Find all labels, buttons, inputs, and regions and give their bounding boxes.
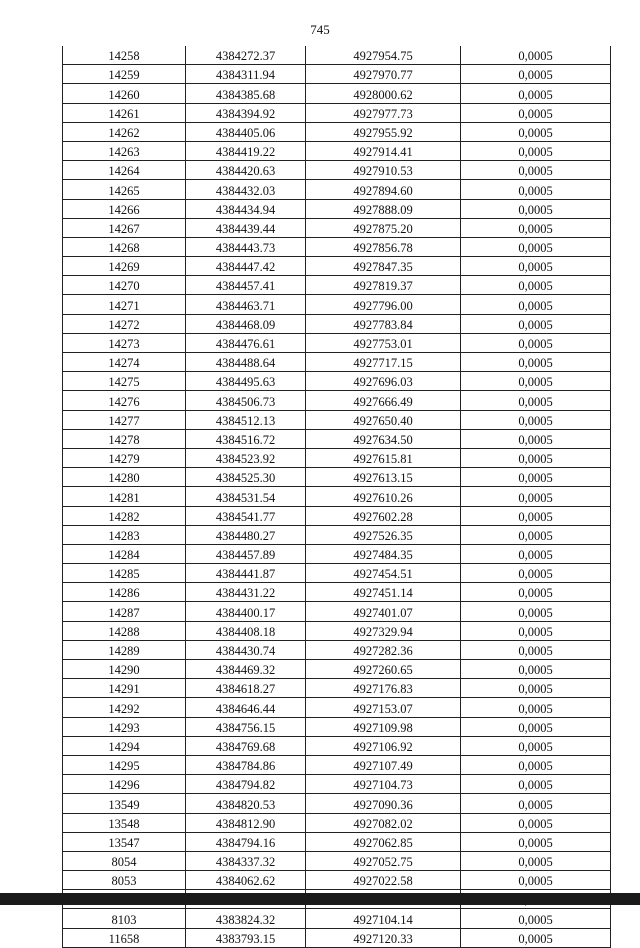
y-coordinate-cell: 4927819.37 — [306, 276, 461, 295]
y-coordinate-cell: 4927120.33 — [306, 928, 461, 947]
x-coordinate-cell: 4384812.90 — [186, 813, 306, 832]
x-coordinate-cell: 4384769.68 — [186, 736, 306, 755]
value-cell: 0,0005 — [461, 65, 611, 84]
table-row — [63, 679, 611, 698]
value-cell: 0,0005 — [461, 621, 611, 640]
x-coordinate-cell: 4384618.27 — [186, 679, 306, 698]
value-cell: 0,0005 — [461, 506, 611, 525]
point-number-cell: 14275 — [63, 372, 186, 391]
y-coordinate-cell: 4927022.58 — [306, 871, 461, 890]
value-cell: 0,0005 — [461, 84, 611, 103]
table-row — [63, 487, 611, 506]
table-row — [63, 391, 611, 410]
point-number-cell: 14262 — [63, 122, 186, 141]
y-coordinate-cell: 4927104.14 — [306, 909, 461, 928]
value-cell: 0,0005 — [461, 832, 611, 851]
y-coordinate-cell: 4927615.81 — [306, 448, 461, 467]
value-cell: 0,0005 — [461, 544, 611, 563]
value-cell: 0,0005 — [461, 46, 611, 65]
point-number-cell: 14296 — [63, 775, 186, 794]
y-coordinate-cell: 4927796.00 — [306, 295, 461, 314]
point-number-cell: 14280 — [63, 468, 186, 487]
x-coordinate-cell: 4384311.94 — [186, 65, 306, 84]
x-coordinate-cell: 4384400.17 — [186, 602, 306, 621]
value-cell: 0,0005 — [461, 468, 611, 487]
x-coordinate-cell: 4384525.30 — [186, 468, 306, 487]
x-coordinate-cell: 4384432.03 — [186, 180, 306, 199]
point-number-cell: 14265 — [63, 180, 186, 199]
coordinates-table — [62, 46, 611, 948]
x-coordinate-cell: 4384405.06 — [186, 122, 306, 141]
y-coordinate-cell: 4927610.26 — [306, 487, 461, 506]
value-cell: 0,0005 — [461, 583, 611, 602]
y-coordinate-cell: 4927753.01 — [306, 333, 461, 352]
x-coordinate-cell: 4384394.92 — [186, 103, 306, 122]
y-coordinate-cell: 4927650.40 — [306, 410, 461, 429]
table-row — [63, 851, 611, 870]
x-coordinate-cell: 4384516.72 — [186, 429, 306, 448]
y-coordinate-cell: 4927090.36 — [306, 794, 461, 813]
y-coordinate-cell: 4927955.92 — [306, 122, 461, 141]
coordinates-table-container — [62, 46, 610, 948]
y-coordinate-cell: 4927856.78 — [306, 237, 461, 256]
value-cell: 0,0005 — [461, 410, 611, 429]
x-coordinate-cell: 4384506.73 — [186, 391, 306, 410]
point-number-cell: 14264 — [63, 161, 186, 180]
point-number-cell: 14269 — [63, 257, 186, 276]
table-row — [63, 65, 611, 84]
value-cell: 0,0005 — [461, 218, 611, 237]
y-coordinate-cell: 4927696.03 — [306, 372, 461, 391]
x-coordinate-cell: 4384272.37 — [186, 46, 306, 65]
y-coordinate-cell: 4927454.51 — [306, 564, 461, 583]
x-coordinate-cell: 4384820.53 — [186, 794, 306, 813]
y-coordinate-cell: 4927282.36 — [306, 640, 461, 659]
point-number-cell: 14259 — [63, 65, 186, 84]
table-row — [63, 46, 611, 65]
point-number-cell: 14288 — [63, 621, 186, 640]
point-number-cell: 13547 — [63, 832, 186, 851]
table-row — [63, 103, 611, 122]
value-cell: 0,0005 — [461, 487, 611, 506]
table-row — [63, 525, 611, 544]
table-row — [63, 180, 611, 199]
point-number-cell: 14282 — [63, 506, 186, 525]
value-cell: 0,0005 — [461, 813, 611, 832]
point-number-cell: 14261 — [63, 103, 186, 122]
x-coordinate-cell: 4384408.18 — [186, 621, 306, 640]
point-number-cell: 14258 — [63, 46, 186, 65]
value-cell: 0,0005 — [461, 257, 611, 276]
table-row — [63, 257, 611, 276]
x-coordinate-cell: 4384469.32 — [186, 660, 306, 679]
value-cell: 0,0005 — [461, 391, 611, 410]
value-cell: 0,0005 — [461, 717, 611, 736]
value-cell: 0,0005 — [461, 525, 611, 544]
x-coordinate-cell: 4384447.42 — [186, 257, 306, 276]
y-coordinate-cell: 4927401.07 — [306, 602, 461, 621]
value-cell: 0,0005 — [461, 736, 611, 755]
page-number: 745 — [310, 22, 330, 37]
point-number-cell: 14291 — [63, 679, 186, 698]
table-row — [63, 410, 611, 429]
y-coordinate-cell: 4927104.73 — [306, 775, 461, 794]
table-row — [63, 372, 611, 391]
value-cell: 0,0005 — [461, 640, 611, 659]
y-coordinate-cell: 4928000.62 — [306, 84, 461, 103]
value-cell: 0,0005 — [461, 679, 611, 698]
y-coordinate-cell: 4927082.02 — [306, 813, 461, 832]
point-number-cell: 8053 — [63, 871, 186, 890]
value-cell: 0,0005 — [461, 448, 611, 467]
table-row — [63, 429, 611, 448]
x-coordinate-cell: 4384463.71 — [186, 295, 306, 314]
table-row — [63, 660, 611, 679]
point-number-cell: 14292 — [63, 698, 186, 717]
value-cell: 0,0005 — [461, 103, 611, 122]
y-coordinate-cell: 4927666.49 — [306, 391, 461, 410]
value-cell: 0,0005 — [461, 928, 611, 947]
point-number-cell: 14277 — [63, 410, 186, 429]
point-number-cell: 14270 — [63, 276, 186, 295]
table-row — [63, 871, 611, 890]
table-row — [63, 832, 611, 851]
x-coordinate-cell: 4384434.94 — [186, 199, 306, 218]
point-number-cell: 14284 — [63, 544, 186, 563]
y-coordinate-cell: 4927052.75 — [306, 851, 461, 870]
point-number-cell: 14287 — [63, 602, 186, 621]
y-coordinate-cell: 4927109.98 — [306, 717, 461, 736]
point-number-cell: 14279 — [63, 448, 186, 467]
point-number-cell: 14281 — [63, 487, 186, 506]
x-coordinate-cell: 4384443.73 — [186, 237, 306, 256]
y-coordinate-cell: 4927910.53 — [306, 161, 461, 180]
x-coordinate-cell: 4384476.61 — [186, 333, 306, 352]
value-cell: 0,0005 — [461, 909, 611, 928]
x-coordinate-cell: 4384457.41 — [186, 276, 306, 295]
x-coordinate-cell: 4384646.44 — [186, 698, 306, 717]
y-coordinate-cell: 4927153.07 — [306, 698, 461, 717]
value-cell: 0,0005 — [461, 199, 611, 218]
table-row — [63, 295, 611, 314]
table-row — [63, 199, 611, 218]
y-coordinate-cell: 4927875.20 — [306, 218, 461, 237]
x-coordinate-cell: 4384441.87 — [186, 564, 306, 583]
point-number-cell: 11658 — [63, 928, 186, 947]
table-row — [63, 353, 611, 372]
y-coordinate-cell: 4927260.65 — [306, 660, 461, 679]
x-coordinate-cell: 4384784.86 — [186, 755, 306, 774]
point-number-cell: 14276 — [63, 391, 186, 410]
value-cell: 0,0005 — [461, 372, 611, 391]
point-number-cell: 14285 — [63, 564, 186, 583]
value-cell: 0,0005 — [461, 851, 611, 870]
value-cell: 0,0005 — [461, 295, 611, 314]
coordinates-table-body — [63, 46, 611, 947]
point-number-cell: 8103 — [63, 909, 186, 928]
table-row — [63, 755, 611, 774]
point-number-cell: 14286 — [63, 583, 186, 602]
y-coordinate-cell: 4927634.50 — [306, 429, 461, 448]
table-row — [63, 698, 611, 717]
point-number-cell: 14263 — [63, 141, 186, 160]
x-coordinate-cell: 4384430.74 — [186, 640, 306, 659]
point-number-cell: 14294 — [63, 736, 186, 755]
y-coordinate-cell: 4927847.35 — [306, 257, 461, 276]
point-number-cell: 14289 — [63, 640, 186, 659]
x-coordinate-cell: 4384488.64 — [186, 353, 306, 372]
table-row — [63, 909, 611, 928]
table-row — [63, 161, 611, 180]
table-row — [63, 544, 611, 563]
point-number-cell: 14278 — [63, 429, 186, 448]
value-cell: 0,0005 — [461, 755, 611, 774]
value-cell: 0,0005 — [461, 122, 611, 141]
x-coordinate-cell: 4384794.82 — [186, 775, 306, 794]
point-number-cell: 14272 — [63, 314, 186, 333]
table-row — [63, 736, 611, 755]
table-row — [63, 84, 611, 103]
value-cell: 0,0005 — [461, 314, 611, 333]
value-cell: 0,0005 — [461, 237, 611, 256]
page-bottom-edge — [0, 893, 640, 905]
point-number-cell: 14274 — [63, 353, 186, 372]
y-coordinate-cell: 4927613.15 — [306, 468, 461, 487]
value-cell: 0,0005 — [461, 698, 611, 717]
y-coordinate-cell: 4927526.35 — [306, 525, 461, 544]
table-row — [63, 775, 611, 794]
table-row — [63, 276, 611, 295]
table-row — [63, 314, 611, 333]
x-coordinate-cell: 4384420.63 — [186, 161, 306, 180]
x-coordinate-cell: 4384531.54 — [186, 487, 306, 506]
x-coordinate-cell: 4384419.22 — [186, 141, 306, 160]
point-number-cell: 14266 — [63, 199, 186, 218]
value-cell: 0,0005 — [461, 564, 611, 583]
x-coordinate-cell: 4384512.13 — [186, 410, 306, 429]
y-coordinate-cell: 4927783.84 — [306, 314, 461, 333]
table-row — [63, 506, 611, 525]
x-coordinate-cell: 4384468.09 — [186, 314, 306, 333]
table-row — [63, 237, 611, 256]
table-row — [63, 602, 611, 621]
x-coordinate-cell: 4383793.15 — [186, 928, 306, 947]
table-row — [63, 717, 611, 736]
y-coordinate-cell: 4927954.75 — [306, 46, 461, 65]
point-number-cell: 14271 — [63, 295, 186, 314]
y-coordinate-cell: 4927717.15 — [306, 353, 461, 372]
table-row — [63, 794, 611, 813]
x-coordinate-cell: 4384756.15 — [186, 717, 306, 736]
table-row — [63, 928, 611, 947]
point-number-cell: 13549 — [63, 794, 186, 813]
value-cell: 0,0005 — [461, 333, 611, 352]
value-cell: 0,0005 — [461, 161, 611, 180]
point-number-cell: 14273 — [63, 333, 186, 352]
point-number-cell: 14267 — [63, 218, 186, 237]
x-coordinate-cell: 4384480.27 — [186, 525, 306, 544]
value-cell: 0,0005 — [461, 429, 611, 448]
y-coordinate-cell: 4927914.41 — [306, 141, 461, 160]
table-row — [63, 813, 611, 832]
x-coordinate-cell: 4384337.32 — [186, 851, 306, 870]
point-number-cell: 14293 — [63, 717, 186, 736]
table-row — [63, 640, 611, 659]
value-cell: 0,0005 — [461, 353, 611, 372]
x-coordinate-cell: 4384385.68 — [186, 84, 306, 103]
y-coordinate-cell: 4927176.83 — [306, 679, 461, 698]
x-coordinate-cell: 4384523.92 — [186, 448, 306, 467]
point-number-cell: 14295 — [63, 755, 186, 774]
y-coordinate-cell: 4927106.92 — [306, 736, 461, 755]
table-row — [63, 141, 611, 160]
x-coordinate-cell: 4384457.89 — [186, 544, 306, 563]
x-coordinate-cell: 4384062.62 — [186, 871, 306, 890]
table-row — [63, 621, 611, 640]
value-cell: 0,0005 — [461, 660, 611, 679]
y-coordinate-cell: 4927970.77 — [306, 65, 461, 84]
y-coordinate-cell: 4927977.73 — [306, 103, 461, 122]
x-coordinate-cell: 4384431.22 — [186, 583, 306, 602]
value-cell: 0,0005 — [461, 775, 611, 794]
x-coordinate-cell: 4383824.32 — [186, 909, 306, 928]
table-row — [63, 468, 611, 487]
point-number-cell: 14290 — [63, 660, 186, 679]
value-cell: 0,0005 — [461, 871, 611, 890]
value-cell: 0,0005 — [461, 141, 611, 160]
value-cell: 0,0005 — [461, 276, 611, 295]
table-row — [63, 583, 611, 602]
y-coordinate-cell: 4927329.94 — [306, 621, 461, 640]
x-coordinate-cell: 4384541.77 — [186, 506, 306, 525]
point-number-cell: 14268 — [63, 237, 186, 256]
table-row — [63, 448, 611, 467]
value-cell: 0,0005 — [461, 180, 611, 199]
y-coordinate-cell: 4927062.85 — [306, 832, 461, 851]
point-number-cell: 13548 — [63, 813, 186, 832]
point-number-cell: 14260 — [63, 84, 186, 103]
value-cell: 0,0005 — [461, 602, 611, 621]
x-coordinate-cell: 4384439.44 — [186, 218, 306, 237]
point-number-cell: 14283 — [63, 525, 186, 544]
table-row — [63, 564, 611, 583]
y-coordinate-cell: 4927602.28 — [306, 506, 461, 525]
table-row — [63, 333, 611, 352]
table-row — [63, 122, 611, 141]
x-coordinate-cell: 4384495.63 — [186, 372, 306, 391]
point-number-cell: 8054 — [63, 851, 186, 870]
y-coordinate-cell: 4927894.60 — [306, 180, 461, 199]
y-coordinate-cell: 4927484.35 — [306, 544, 461, 563]
x-coordinate-cell: 4384794.16 — [186, 832, 306, 851]
table-row — [63, 218, 611, 237]
value-cell: 0,0005 — [461, 794, 611, 813]
y-coordinate-cell: 4927107.49 — [306, 755, 461, 774]
y-coordinate-cell: 4927451.14 — [306, 583, 461, 602]
y-coordinate-cell: 4927888.09 — [306, 199, 461, 218]
